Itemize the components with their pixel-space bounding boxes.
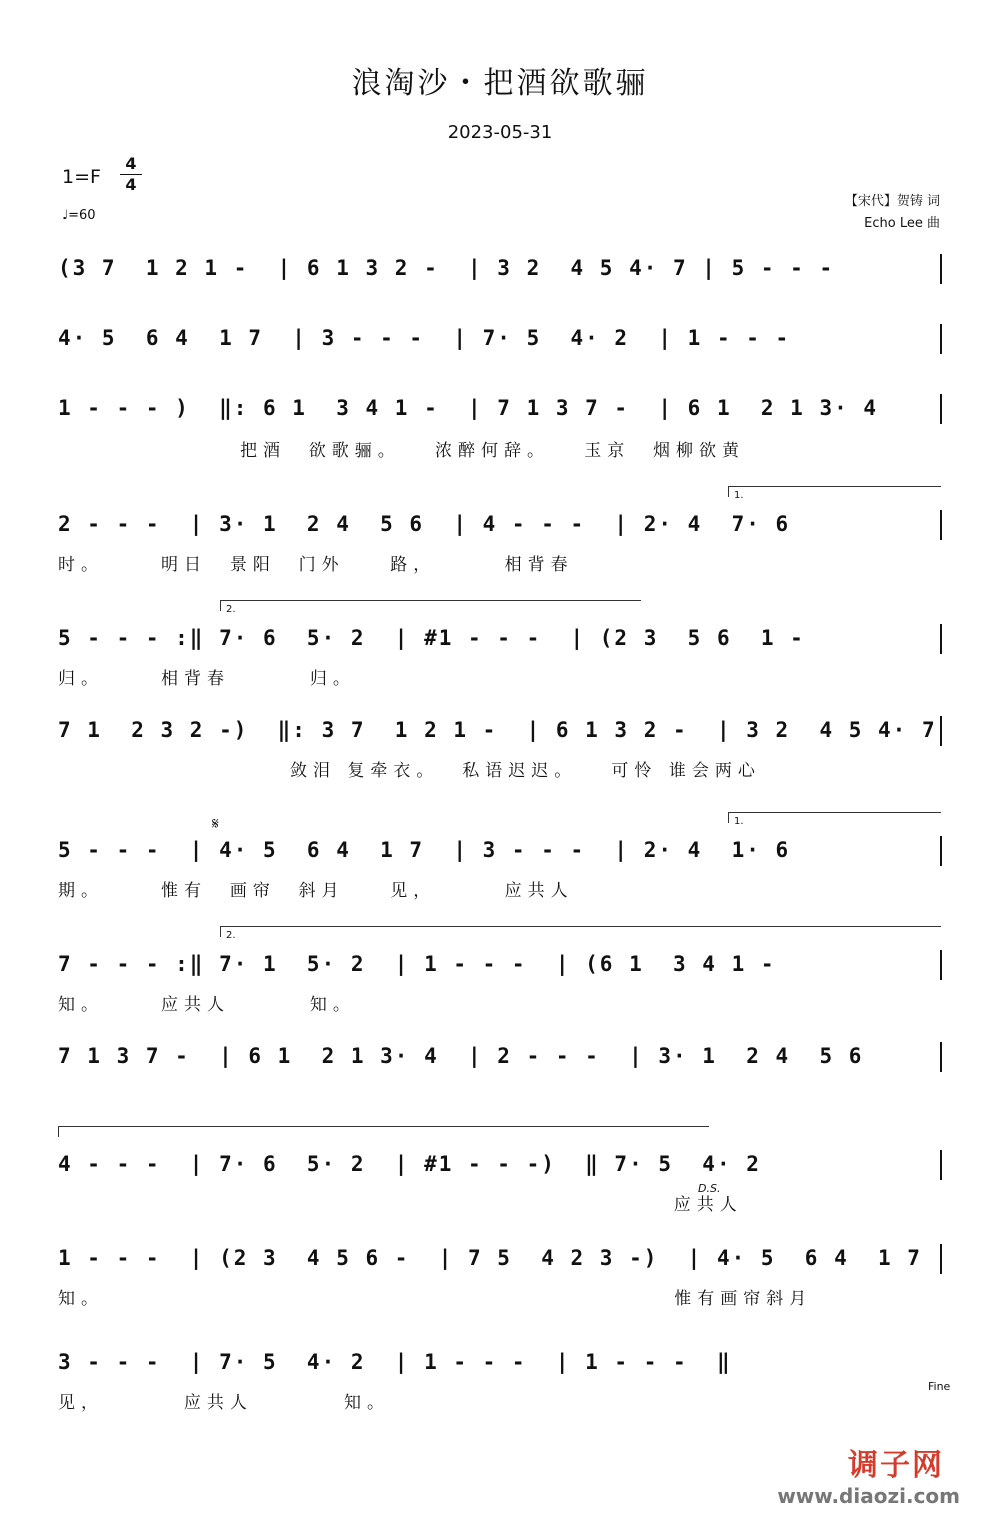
line-lyrics: 期。 惟有 画帘 斜月 见， 应共人 — [58, 881, 574, 901]
volta-bracket-2 — [220, 926, 941, 937]
barline — [940, 624, 942, 654]
watermark-url: www.diaozi.com — [777, 1484, 960, 1508]
time-sig-bottom: 4 — [120, 174, 142, 195]
line-lyrics: 归。 相背春 归。 — [58, 669, 356, 689]
line-notes: 2 - - - | 3· 1 2 4 5 6 | 4 - - - | 2· 4 7· 6 — [58, 512, 791, 536]
segno-sign: 𝄋 — [212, 814, 219, 833]
watermark-logo: 调子网 — [848, 1448, 944, 1483]
key-signature: 1=F — [62, 166, 101, 188]
date-text: 2023-05-31 — [447, 122, 553, 143]
line-lyrics: 知。 惟有画帘斜月 — [58, 1289, 813, 1309]
line-lyrics: 时。 明日 景阳 门外 路， 相背春 — [58, 555, 574, 575]
repeat-bracket — [58, 1126, 709, 1137]
line-notes: (3 7 1 2 1 - | 6 1 3 2 - | 3 2 4 5 4· 7 | 5 - - - — [58, 256, 835, 280]
line-notes: 7 1 3 7 - | 6 1 2 1 3· 4 | 2 - - - | 3· 1 2 4 5 6 — [58, 1044, 864, 1068]
barline — [940, 1150, 942, 1180]
lyricist-credit: 【宋代】贺铸 词 — [844, 194, 940, 209]
volta-label-2: 2. — [226, 604, 236, 615]
volta-bracket-2 — [220, 600, 641, 611]
volta-label-1: 1. — [734, 816, 744, 827]
barline — [940, 324, 942, 354]
volta-bracket-1 — [728, 812, 941, 823]
barline — [940, 1042, 942, 1072]
line-notes: 7 1 2 3 2 -) ‖: 3 7 1 2 1 - | 6 1 3 2 - | 3 2 4 5 4· 7 — [58, 718, 937, 742]
line-notes: 7 - - - :‖ 7· 1 5· 2 | 1 - - - | (6 1 3 4 1 - — [58, 952, 776, 976]
line-notes: 5 - - - | 4· 5 6 4 1 7 | 3 - - - | 2· 4 1· 6 — [58, 838, 791, 862]
page-title: 浪淘沙・把酒欲歌骊 — [351, 66, 649, 101]
barline — [940, 836, 942, 866]
barline — [940, 510, 942, 540]
line-lyrics: 把酒 欲歌骊。 浓醉何辞。 玉京 烟柳欲黄 — [240, 441, 746, 461]
barline — [940, 254, 942, 284]
time-sig-top: 4 — [125, 154, 137, 173]
line-notes: 1 - - - ) ‖: 6 1 3 4 1 - | 7 1 3 7 - | 6 1 2 1 3· 4 — [58, 396, 879, 420]
line-notes: 5 - - - :‖ 7· 6 5· 2 | #1 - - - | (2 3 5 6 1 - — [58, 626, 805, 650]
ds-mark: D.S. — [698, 1182, 721, 1195]
line-lyrics: 敛泪 复牵衣。 私语迟迟。 可怜 谁会两心 — [290, 761, 761, 781]
line-notes: 3 - - - | 7· 5 4· 2 | 1 - - - | 1 - - - ‖ — [58, 1350, 732, 1374]
barline — [940, 1244, 942, 1274]
volta-bracket-1 — [728, 486, 941, 497]
line-notes: 4· 5 6 4 1 7 | 3 - - - | 7· 5 4· 2 | 1 - - - — [58, 326, 791, 350]
line-lyrics: 知。 应共人 知。 — [58, 995, 356, 1015]
barline — [940, 716, 942, 746]
volta-label-2: 2. — [226, 930, 236, 941]
line-lyrics: 应共人 — [58, 1195, 743, 1215]
volta-label-1: 1. — [734, 490, 744, 501]
tempo-marking: ♩=60 — [62, 208, 96, 223]
barline — [940, 394, 942, 424]
barline — [940, 950, 942, 980]
line-notes: 4 - - - | 7· 6 5· 2 | #1 - - -) ‖ 7· 5 4· 2 — [58, 1152, 761, 1176]
line-lyrics: 见， 应共人 知。 — [58, 1393, 391, 1413]
line-notes: 1 - - - | (2 3 4 5 6 - | 7 5 4 2 3 -) | 4· 5 6 4 1 7 — [58, 1246, 922, 1270]
time-signature — [120, 154, 142, 195]
fine-mark: Fine — [928, 1380, 951, 1393]
composer-credit: Echo Lee 曲 — [864, 216, 940, 231]
